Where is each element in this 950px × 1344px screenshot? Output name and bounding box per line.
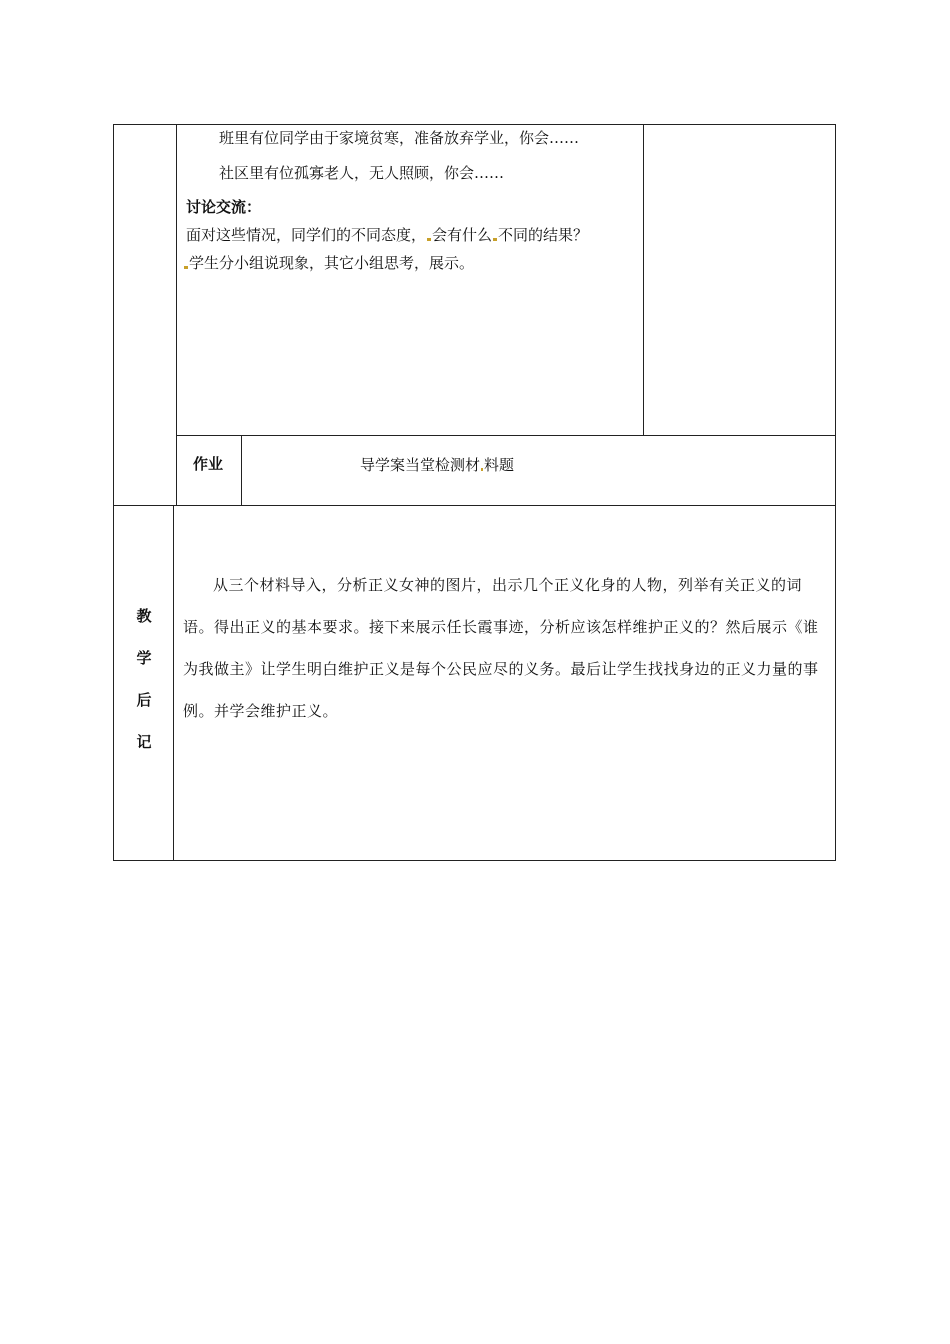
table-border-top — [113, 124, 836, 125]
reflection-label-char-4: 记 — [136, 733, 152, 751]
homework-label: 作业 — [193, 455, 224, 473]
discussion-question-part-2: 会有什么 — [432, 226, 493, 244]
reflection-label-char-3: 后 — [136, 691, 152, 709]
table-border-homework-top — [176, 435, 836, 436]
scenario-line-1: 班里有位同学由于家境贫寒，准备放弃学业，你会…… — [219, 129, 580, 147]
edit-mark — [184, 266, 188, 269]
table-border-homework-label — [241, 435, 242, 505]
discussion-question-part-1: 面对这些情况，同学们的不同态度， — [186, 226, 427, 244]
edit-mark — [481, 468, 483, 471]
table-border-col3 — [643, 124, 644, 435]
reflection-label-char-1: 教 — [136, 607, 152, 625]
table-border-right — [835, 124, 836, 861]
discussion-question — [186, 225, 588, 245]
reflection-label-char-2: 学 — [136, 649, 152, 667]
edit-mark — [493, 238, 497, 241]
table-border-bottom — [113, 860, 836, 861]
reflection-body — [183, 564, 823, 732]
group-instruction — [183, 253, 474, 273]
reflection-paragraph: 从三个材料导入，分析正义女神的图片，出示几个正义化身的人物，列举有关正义的词语。得出正义的基本要求。接下来展示任长霞事迹，分析应该怎样维护正义的？然后展示《谁为我做主》让学生明白维护正义是每个公民应尽的义务。最后让学生找找身边的正义力量的事例。并学会维护正义。 — [183, 576, 819, 720]
homework-content-part-2: 料题 — [484, 456, 515, 474]
homework-content-part-1: 导学案当堂检测材 — [360, 456, 481, 474]
discussion-heading — [186, 197, 261, 217]
homework-content — [360, 455, 514, 475]
table-border-section-divider — [113, 505, 836, 506]
table-border-col1-upper — [176, 124, 177, 505]
table-border-col1-lower — [173, 505, 174, 860]
scenario-line-2: 社区里有位孤寡老人，无人照顾，你会…… — [219, 164, 505, 182]
discussion-question-part-3: 不同的结果？ — [498, 226, 589, 244]
discussion-heading-text: 讨论交流： — [186, 198, 262, 216]
group-instruction-text: 学生分小组说现象，其它小组思考，展示。 — [189, 254, 475, 272]
edit-mark — [427, 238, 431, 241]
